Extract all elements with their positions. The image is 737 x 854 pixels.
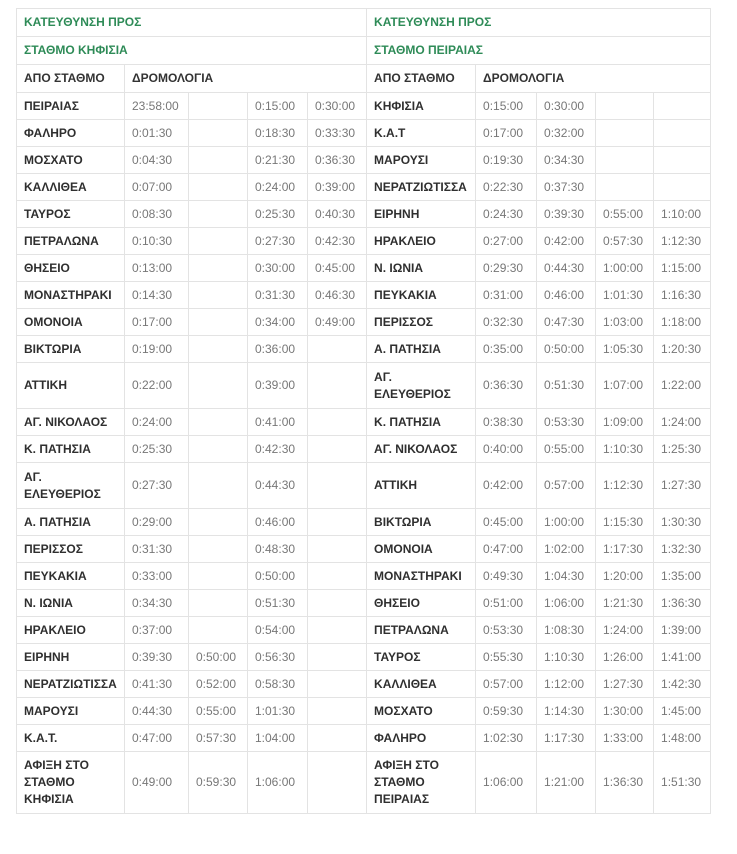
left-departure-time: 1:04:00 — [248, 725, 308, 752]
right-departure-time: 0:55:30 — [476, 644, 537, 671]
left-departure-time — [189, 463, 248, 509]
left-departure-time: 0:21:30 — [248, 147, 308, 174]
left-departure-time — [308, 725, 367, 752]
right-station-name: ΚΗΦΙΣΙΑ — [367, 93, 476, 120]
right-station-name: ΑΓ. ΝΙΚΟΛΑΟΣ — [367, 436, 476, 463]
left-departure-time: 0:18:30 — [248, 120, 308, 147]
right-station-name: ΑΦΙΞΗ ΣΤΟ ΣΤΑΘΜΟ ΠΕΙΡΑΙΑΣ — [367, 752, 476, 814]
left-station-name: ΑΦΙΞΗ ΣΤΟ ΣΤΑΘΜΟ ΚΗΦΙΣΙΑ — [17, 752, 125, 814]
left-departure-time: 0:57:30 — [189, 725, 248, 752]
left-departure-time — [189, 309, 248, 336]
right-departure-time — [596, 120, 654, 147]
right-departure-time — [654, 147, 711, 174]
right-departure-time: 0:47:00 — [476, 536, 537, 563]
right-station-name: ΑΓ. ΕΛΕΥΘΕΡΙΟΣ — [367, 363, 476, 409]
right-departure-time: 1:00:00 — [537, 509, 596, 536]
left-departure-time: 0:17:00 — [125, 309, 189, 336]
right-departure-time: 0:59:30 — [476, 698, 537, 725]
right-departure-time: 1:24:00 — [654, 409, 711, 436]
right-departure-time: 1:05:30 — [596, 336, 654, 363]
left-departure-time — [189, 563, 248, 590]
left-departure-time: 0:42:30 — [308, 228, 367, 255]
left-departure-time: 0:56:30 — [248, 644, 308, 671]
right-departure-time: 1:42:30 — [654, 671, 711, 698]
left-station-name: Κ.Α.Τ. — [17, 725, 125, 752]
table-row — [17, 698, 711, 725]
right-departure-time: 0:57:00 — [537, 463, 596, 509]
left-departure-time: 1:01:30 — [248, 698, 308, 725]
left-station-name: ΠΕΙΡΑΙΑΣ — [17, 93, 125, 120]
right-departure-time: 1:33:00 — [596, 725, 654, 752]
right-departure-time: 1:09:00 — [596, 409, 654, 436]
right-departure-time: 1:14:30 — [537, 698, 596, 725]
right-station-name: ΜΟΝΑΣΤΗΡΑΚΙ — [367, 563, 476, 590]
left-departure-time: 0:07:00 — [125, 174, 189, 201]
left-departure-time: 0:22:00 — [125, 363, 189, 409]
right-departure-time: 0:37:30 — [537, 174, 596, 201]
right-departure-time: 0:51:30 — [537, 363, 596, 409]
right-departure-time — [654, 174, 711, 201]
left-departure-time: 0:39:00 — [248, 363, 308, 409]
left-departure-time: 0:42:30 — [248, 436, 308, 463]
right-departure-time — [596, 147, 654, 174]
table-row — [17, 752, 711, 814]
table-row — [17, 671, 711, 698]
left-departure-time — [189, 228, 248, 255]
right-departure-time: 1:24:00 — [596, 617, 654, 644]
left-departure-time: 0:19:00 — [125, 336, 189, 363]
right-departure-time: 0:57:30 — [596, 228, 654, 255]
table-row — [17, 409, 711, 436]
left-station-name: ΒΙΚΤΩΡΙΑ — [17, 336, 125, 363]
left-departure-time — [308, 671, 367, 698]
table-row — [17, 644, 711, 671]
left-departure-time: 0:50:00 — [189, 644, 248, 671]
right-departure-time — [596, 174, 654, 201]
right-departure-time: 1:32:30 — [654, 536, 711, 563]
right-departure-time: 1:51:30 — [654, 752, 711, 814]
left-departure-time — [189, 617, 248, 644]
left-station-name: Α. ΠΑΤΗΣΙΑ — [17, 509, 125, 536]
right-departure-time: 1:12:00 — [537, 671, 596, 698]
left-departure-time: 0:39:00 — [308, 174, 367, 201]
left-station-name: ΜΟΣΧΑΤΟ — [17, 147, 125, 174]
table-row — [17, 255, 711, 282]
right-departure-time: 1:18:00 — [654, 309, 711, 336]
left-departure-time — [308, 590, 367, 617]
right-departure-time: 1:20:00 — [596, 563, 654, 590]
left-departure-time — [189, 282, 248, 309]
right-station-name: ΝΕΡΑΤΖΙΩΤΙΣΣΑ — [367, 174, 476, 201]
right-departure-time: 0:55:00 — [596, 201, 654, 228]
right-station-name: ΒΙΚΤΩΡΙΑ — [367, 509, 476, 536]
left-departure-time: 0:36:30 — [308, 147, 367, 174]
right-departure-time: 0:50:00 — [537, 336, 596, 363]
left-departure-time: 0:40:30 — [308, 201, 367, 228]
right-departure-time: 0:32:00 — [537, 120, 596, 147]
right-departure-time: 1:27:30 — [654, 463, 711, 509]
timetable — [16, 8, 711, 814]
left-departure-time — [308, 644, 367, 671]
right-departure-time: 0:55:00 — [537, 436, 596, 463]
left-departure-time — [189, 509, 248, 536]
table-row — [17, 93, 711, 120]
left-departure-time: 0:51:30 — [248, 590, 308, 617]
right-departure-time: 0:42:00 — [476, 463, 537, 509]
right-departure-time: 1:39:00 — [654, 617, 711, 644]
right-departure-time: 0:34:30 — [537, 147, 596, 174]
right-departure-time: 0:57:00 — [476, 671, 537, 698]
right-departure-time: 0:38:30 — [476, 409, 537, 436]
right-departure-time: 0:17:00 — [476, 120, 537, 147]
left-departure-time: 0:27:30 — [125, 463, 189, 509]
right-departure-time: 0:47:30 — [537, 309, 596, 336]
right-departure-time: 1:15:00 — [654, 255, 711, 282]
left-departure-time: 1:06:00 — [248, 752, 308, 814]
right-departure-time: 1:06:00 — [476, 752, 537, 814]
right-departure-time: 1:45:00 — [654, 698, 711, 725]
right-departure-time: 1:02:00 — [537, 536, 596, 563]
right-departure-time: 1:30:00 — [596, 698, 654, 725]
right-station-name: ΟΜΟΝΟΙΑ — [367, 536, 476, 563]
table-row — [17, 617, 711, 644]
right-departure-time: 1:16:30 — [654, 282, 711, 309]
right-departure-time: 0:51:00 — [476, 590, 537, 617]
table-row — [17, 120, 711, 147]
left-departure-time: 0:25:30 — [125, 436, 189, 463]
left-departure-time — [308, 509, 367, 536]
right-routes-column-header: ΔΡΟΜΟΛΟΓΙΑ — [476, 65, 711, 93]
left-station-name: ΠΕΤΡΑΛΩΝΑ — [17, 228, 125, 255]
right-station-name: ΘΗΣΕΙΟ — [367, 590, 476, 617]
left-station-name: ΑΓ. ΕΛΕΥΘΕΡΙΟΣ — [17, 463, 125, 509]
right-station-name: ΑΤΤΙΚΗ — [367, 463, 476, 509]
right-station-name: ΠΕΥΚΑΚΙΑ — [367, 282, 476, 309]
left-departure-time — [308, 336, 367, 363]
left-departure-time: 0:30:00 — [308, 93, 367, 120]
left-departure-time: 0:34:00 — [248, 309, 308, 336]
right-departure-time: 1:04:30 — [537, 563, 596, 590]
left-station-column-header: ΑΠΟ ΣΤΑΘΜΟ — [17, 65, 125, 93]
left-departure-time: 0:15:00 — [248, 93, 308, 120]
right-departure-time: 0:19:30 — [476, 147, 537, 174]
right-departure-time: 1:17:30 — [537, 725, 596, 752]
left-departure-time: 0:08:30 — [125, 201, 189, 228]
left-departure-time: 0:49:00 — [125, 752, 189, 814]
left-departure-time: 0:36:00 — [248, 336, 308, 363]
left-departure-time — [189, 147, 248, 174]
table-row — [17, 563, 711, 590]
left-station-name: ΕΙΡΗΝΗ — [17, 644, 125, 671]
left-departure-time — [189, 590, 248, 617]
table-row — [17, 509, 711, 536]
left-destination-label: ΣΤΑΘΜΟ ΚΗΦΙΣΙΑ — [17, 37, 367, 65]
left-station-name: ΘΗΣΕΙΟ — [17, 255, 125, 282]
right-departure-time: 0:32:30 — [476, 309, 537, 336]
left-departure-time: 0:49:00 — [308, 309, 367, 336]
left-departure-time: 0:47:00 — [125, 725, 189, 752]
right-departure-time: 1:36:30 — [596, 752, 654, 814]
left-departure-time: 0:59:30 — [189, 752, 248, 814]
left-departure-time: 0:46:00 — [248, 509, 308, 536]
right-departure-time: 1:26:00 — [596, 644, 654, 671]
left-departure-time: 0:52:00 — [189, 671, 248, 698]
right-station-name: Α. ΠΑΤΗΣΙΑ — [367, 336, 476, 363]
left-departure-time: 0:44:30 — [248, 463, 308, 509]
right-destination-label: ΣΤΑΘΜΟ ΠΕΙΡΑΙΑΣ — [367, 37, 711, 65]
right-departure-time: 1:02:30 — [476, 725, 537, 752]
left-departure-time — [308, 617, 367, 644]
table-row — [17, 228, 711, 255]
right-station-name: Κ. ΠΑΤΗΣΙΑ — [367, 409, 476, 436]
left-departure-time: 0:41:00 — [248, 409, 308, 436]
left-station-name: ΤΑΥΡΟΣ — [17, 201, 125, 228]
left-departure-time: 0:45:00 — [308, 255, 367, 282]
left-station-name: ΜΑΡΟΥΣΙ — [17, 698, 125, 725]
left-departure-time — [308, 363, 367, 409]
left-departure-time — [189, 536, 248, 563]
right-departure-time: 1:03:00 — [596, 309, 654, 336]
right-station-name: ΕΙΡΗΝΗ — [367, 201, 476, 228]
left-departure-time: 0:50:00 — [248, 563, 308, 590]
table-row — [17, 590, 711, 617]
left-departure-time — [189, 336, 248, 363]
right-station-name: Ν. ΙΩΝΙΑ — [367, 255, 476, 282]
right-direction-label: ΚΑΤΕΥΘΥΝΣΗ ΠΡΟΣ — [367, 9, 711, 37]
right-departure-time: 0:53:30 — [537, 409, 596, 436]
right-station-name: ΗΡΑΚΛΕΙΟ — [367, 228, 476, 255]
left-departure-time — [189, 93, 248, 120]
right-departure-time: 1:12:30 — [654, 228, 711, 255]
left-station-name: Ν. ΙΩΝΙΑ — [17, 590, 125, 617]
right-departure-time: 1:10:30 — [596, 436, 654, 463]
right-station-name: ΦΑΛΗΡΟ — [367, 725, 476, 752]
right-departure-time: 1:06:00 — [537, 590, 596, 617]
right-departure-time: 1:01:30 — [596, 282, 654, 309]
left-station-name: ΦΑΛΗΡΟ — [17, 120, 125, 147]
left-station-name: ΜΟΝΑΣΤΗΡΑΚΙ — [17, 282, 125, 309]
left-departure-time: 0:25:30 — [248, 201, 308, 228]
left-departure-time: 0:29:00 — [125, 509, 189, 536]
left-departure-time — [308, 698, 367, 725]
right-departure-time: 1:08:30 — [537, 617, 596, 644]
left-station-name: ΠΕΥΚΑΚΙΑ — [17, 563, 125, 590]
left-departure-time: 0:55:00 — [189, 698, 248, 725]
right-departure-time: 1:27:30 — [596, 671, 654, 698]
right-departure-time: 0:29:30 — [476, 255, 537, 282]
right-departure-time: 0:15:00 — [476, 93, 537, 120]
right-departure-time: 0:31:00 — [476, 282, 537, 309]
table-row — [17, 725, 711, 752]
right-station-name: ΠΕΡΙΣΣΟΣ — [367, 309, 476, 336]
right-station-name: ΜΑΡΟΥΣΙ — [367, 147, 476, 174]
left-station-name: ΗΡΑΚΛΕΙΟ — [17, 617, 125, 644]
table-row — [17, 363, 711, 409]
left-departure-time — [189, 174, 248, 201]
right-station-name: ΚΑΛΛΙΘΕΑ — [367, 671, 476, 698]
left-departure-time — [308, 563, 367, 590]
right-departure-time: 0:35:00 — [476, 336, 537, 363]
right-departure-time: 1:21:00 — [537, 752, 596, 814]
table-row — [17, 309, 711, 336]
left-departure-time: 0:33:00 — [125, 563, 189, 590]
table-row — [17, 336, 711, 363]
left-routes-column-header: ΔΡΟΜΟΛΟΓΙΑ — [125, 65, 367, 93]
right-departure-time: 0:22:30 — [476, 174, 537, 201]
left-station-name: Κ. ΠΑΤΗΣΙΑ — [17, 436, 125, 463]
right-departure-time: 0:44:30 — [537, 255, 596, 282]
left-departure-time: 0:33:30 — [308, 120, 367, 147]
left-departure-time: 0:24:00 — [248, 174, 308, 201]
right-departure-time: 1:15:30 — [596, 509, 654, 536]
right-departure-time: 1:12:30 — [596, 463, 654, 509]
left-departure-time: 0:10:30 — [125, 228, 189, 255]
left-departure-time: 0:04:30 — [125, 147, 189, 174]
right-departure-time: 0:53:30 — [476, 617, 537, 644]
right-departure-time: 1:10:30 — [537, 644, 596, 671]
right-station-name: Κ.Α.Τ — [367, 120, 476, 147]
table-row — [17, 174, 711, 201]
left-departure-time: 0:44:30 — [125, 698, 189, 725]
left-station-name: ΟΜΟΝΟΙΑ — [17, 309, 125, 336]
right-departure-time: 1:21:30 — [596, 590, 654, 617]
left-station-name: ΑΓ. ΝΙΚΟΛΑΟΣ — [17, 409, 125, 436]
right-station-column-header: ΑΠΟ ΣΤΑΘΜΟ — [367, 65, 476, 93]
table-row — [17, 536, 711, 563]
right-departure-time: 0:39:30 — [537, 201, 596, 228]
right-station-name: ΜΟΣΧΑΤΟ — [367, 698, 476, 725]
right-departure-time: 0:49:30 — [476, 563, 537, 590]
left-departure-time: 0:01:30 — [125, 120, 189, 147]
right-departure-time — [654, 93, 711, 120]
left-departure-time: 0:14:30 — [125, 282, 189, 309]
left-departure-time: 0:39:30 — [125, 644, 189, 671]
left-departure-time — [308, 463, 367, 509]
right-departure-time — [596, 93, 654, 120]
right-departure-time: 1:41:00 — [654, 644, 711, 671]
right-station-name: ΠΕΤΡΑΛΩΝΑ — [367, 617, 476, 644]
left-departure-time: 0:34:30 — [125, 590, 189, 617]
right-station-name: ΤΑΥΡΟΣ — [367, 644, 476, 671]
right-departure-time: 1:22:00 — [654, 363, 711, 409]
right-departure-time: 1:25:30 — [654, 436, 711, 463]
left-departure-time — [308, 752, 367, 814]
left-station-name: ΑΤΤΙΚΗ — [17, 363, 125, 409]
right-departure-time: 1:48:00 — [654, 725, 711, 752]
right-departure-time: 1:17:30 — [596, 536, 654, 563]
table-row — [17, 282, 711, 309]
left-departure-time: 0:48:30 — [248, 536, 308, 563]
left-departure-time: 0:31:30 — [125, 536, 189, 563]
table-row — [17, 436, 711, 463]
right-departure-time: 1:10:00 — [654, 201, 711, 228]
left-departure-time: 0:37:00 — [125, 617, 189, 644]
right-departure-time: 0:27:00 — [476, 228, 537, 255]
left-station-name: ΚΑΛΛΙΘΕΑ — [17, 174, 125, 201]
table-row — [17, 463, 711, 509]
left-departure-time: 0:24:00 — [125, 409, 189, 436]
left-departure-time: 0:27:30 — [248, 228, 308, 255]
left-departure-time: 0:31:30 — [248, 282, 308, 309]
right-departure-time: 1:35:00 — [654, 563, 711, 590]
right-departure-time: 0:46:00 — [537, 282, 596, 309]
right-departure-time: 1:07:00 — [596, 363, 654, 409]
right-departure-time: 0:40:00 — [476, 436, 537, 463]
left-station-name: ΝΕΡΑΤΖΙΩΤΙΣΣΑ — [17, 671, 125, 698]
left-departure-time — [189, 201, 248, 228]
right-departure-time: 0:36:30 — [476, 363, 537, 409]
right-departure-time — [654, 120, 711, 147]
table-row — [17, 147, 711, 174]
right-departure-time: 0:45:00 — [476, 509, 537, 536]
left-departure-time — [308, 436, 367, 463]
right-departure-time: 0:42:00 — [537, 228, 596, 255]
left-departure-time: 0:41:30 — [125, 671, 189, 698]
left-departure-time: 0:30:00 — [248, 255, 308, 282]
left-departure-time: 0:46:30 — [308, 282, 367, 309]
left-departure-time — [308, 536, 367, 563]
right-departure-time: 0:24:30 — [476, 201, 537, 228]
left-departure-time — [189, 436, 248, 463]
right-departure-time: 1:20:30 — [654, 336, 711, 363]
right-departure-time: 1:00:00 — [596, 255, 654, 282]
left-station-name: ΠΕΡΙΣΣΟΣ — [17, 536, 125, 563]
left-departure-time: 0:54:00 — [248, 617, 308, 644]
left-departure-time — [189, 363, 248, 409]
left-departure-time — [189, 120, 248, 147]
left-departure-time: 0:13:00 — [125, 255, 189, 282]
left-departure-time — [189, 409, 248, 436]
table-row — [17, 201, 711, 228]
left-departure-time: 23:58:00 — [125, 93, 189, 120]
right-departure-time: 1:30:30 — [654, 509, 711, 536]
left-departure-time: 0:58:30 — [248, 671, 308, 698]
left-departure-time — [189, 255, 248, 282]
right-departure-time: 0:30:00 — [537, 93, 596, 120]
left-direction-label: ΚΑΤΕΥΘΥΝΣΗ ΠΡΟΣ — [17, 9, 367, 37]
left-departure-time — [308, 409, 367, 436]
right-departure-time: 1:36:30 — [654, 590, 711, 617]
